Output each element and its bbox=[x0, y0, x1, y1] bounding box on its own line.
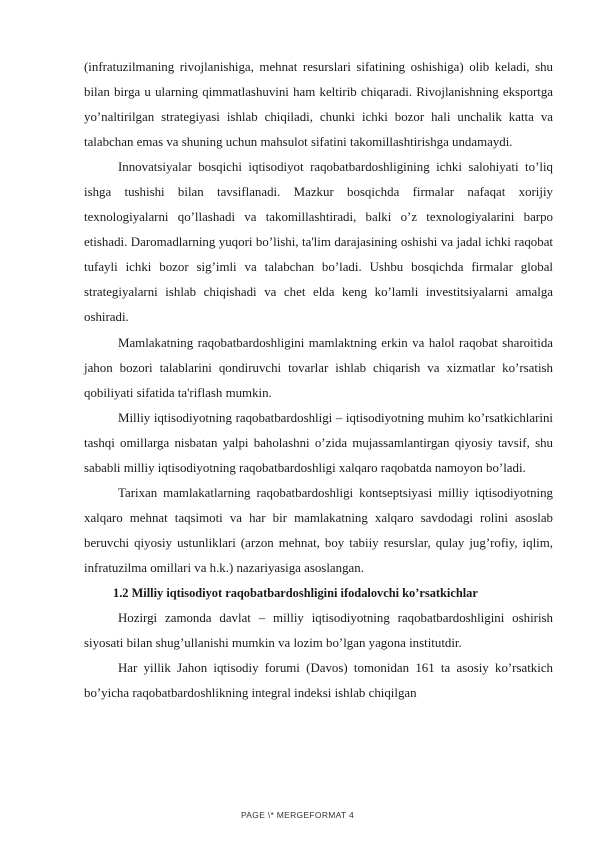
paragraph-state-role: Hozirgi zamonda davlat – milliy iqtisodiyotning raqobatbardoshligini oshirish siyosati bilan shug’ullanishi mumkin va lozim bo’lgan yagona institutdir. bbox=[84, 611, 553, 651]
paragraph-innovation-stage: Innovatsiyalar bosqichi iqtisodiyot raqobatbardoshligining ichki salohiyati to’liq ishga tushishi bilan tavsiflanadi. Mazkur bosqichda firmalar nafaqat xorijiy texnologiyalarni qo’llashadi va takomillashtiradi, balki o’z texnologiyalarini barpo etishadi. Daromadlarning yuqori bo’lishi, ta'lim darajasining oshishi va jadal ichki raqobat tufayli ichki bozor sig’imli va talabchan bo’ladi. Ushbu bosqichda firmalar global strategiyalarni ishlab chiqishadi va chet elda keng ko’lamli investitsiyalarni amalga oshiradi. bbox=[84, 160, 553, 325]
section-heading: 1.2 Milliy iqtisodiyot raqobatbardoshligini ifodalovchi ko’rsatkichlar bbox=[113, 585, 478, 600]
document-body bbox=[84, 55, 553, 706]
page-footer: PAGE \* MERGEFORMAT 4 bbox=[240, 810, 355, 820]
paragraph-national-economy: Milliy iqtisodiyotning raqobatbardoshligi – iqtisodiyotning muhim ko’rsatkichlarini tashqi omillarga nisbatan yalpi baholashni o’zida mujassamlantirgan qiyosiy tavsif, shu sababli milliy iqtisodiyotning raqobatbardoshligi xalqaro raqobatda namoyon bo’ladi. bbox=[84, 410, 553, 475]
paragraph-continuation: (infratuzilmaning rivojlanishiga, mehnat resurslari sifatining oshishiga) olib keladi, shu bilan birga u ularning qimmatlashuvini ham keltirib chiqaradi. Rivojlanishning eksportga yo’naltirilgan strategiyasi ishlab chiqiladi, chunki ichki bozor hali unchalik katta va talabchan emas va shuning uchun mahsulot sifatini takomillashtirishga undamaydi. bbox=[84, 60, 553, 150]
paragraph-davos-index: Har yillik Jahon iqtisodiy forumi (Davos) tomonidan 161 ta asosiy ko’rsatkich bo’yicha raqobatbardoshlikning integral indeksi ishlab chiqilgan bbox=[84, 661, 553, 701]
paragraph-historical-concept: Tarixan mamlakatlarning raqobatbardoshligi kontseptsiyasi milliy iqtisodiyotning xalqaro mehnat taqsimoti va har bir mamlakatning xalqaro savdodagi rolini asoslab beruvchi qiyosiy ustunliklari (arzon mehnat, boy tabiiy resurslar, qulay jug’rofiy, iqlim, infratuzilma omillari va h.k.) nazariyasiga asoslangan. bbox=[84, 485, 553, 575]
paragraph-country-competitiveness: Mamlakatning raqobatbardoshligini mamlaktning erkin va halol raqobat sharoitida jahon bozori talablarini qondiruvchi tovarlar ishlab chiqarish va xizmatlar ko’rsatish qobiliyati sifatida ta'riflash mumkin. bbox=[84, 335, 553, 400]
